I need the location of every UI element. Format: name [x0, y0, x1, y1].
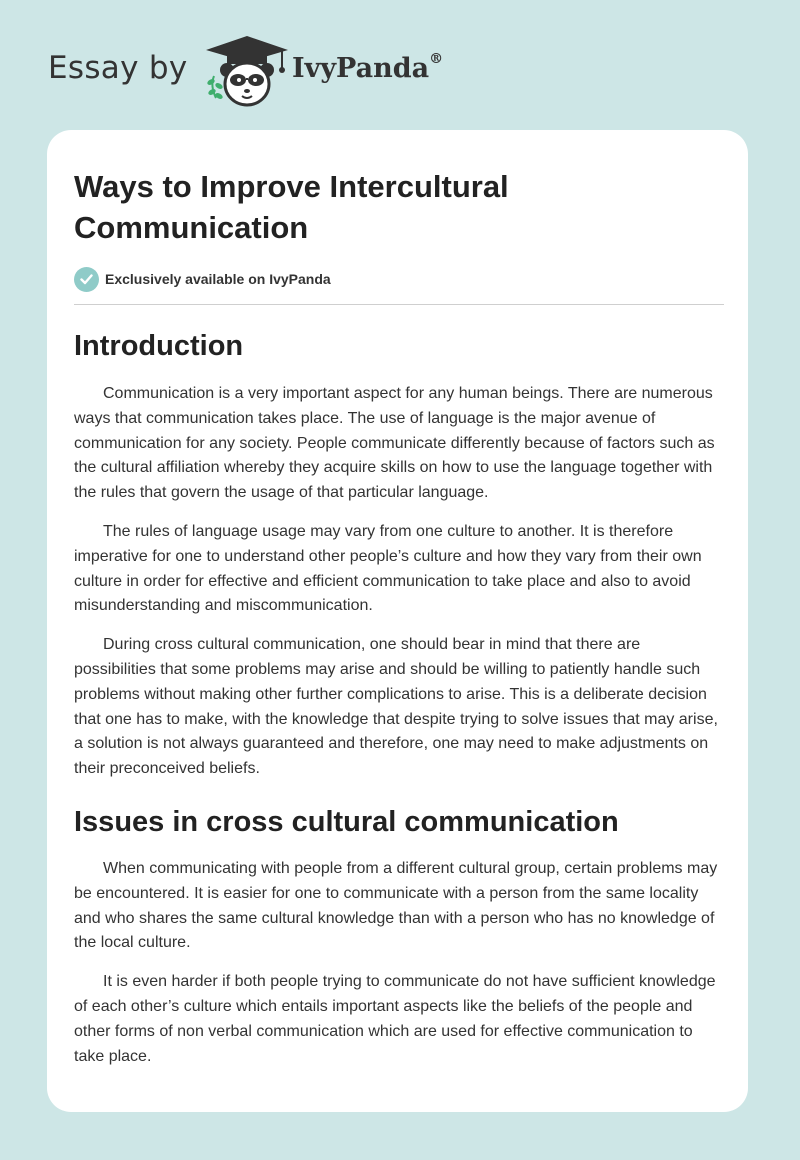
paragraph: Communication is a very important aspect for any human beings. There are numerous ways that communication takes place. The use of language is the major avenue of communication for any society. People communicate differently because of factors such as the cultural affiliation whereby they acquire skills on how to use the language together with the rules that govern the usage of that particular language.: [74, 385, 715, 502]
registered-mark: ®: [429, 51, 444, 67]
paragraph: When communicating with people from a different cultural group, certain problems may be encountered. It is easier for one to communicate with a person from the same locality and who shares the same cultural knowledge than with a person who has no knowledge of the local culture.: [74, 859, 718, 952]
brand-text: IvyPanda: [292, 53, 430, 84]
essay-content: [74, 166, 724, 1083]
badge-text: Exclusively available on IvyPanda: [105, 271, 331, 287]
brand-name: [292, 53, 443, 84]
essay-card: [47, 130, 748, 1112]
check-icon: [74, 267, 99, 292]
essay-title: Ways to Improve Intercultural Communication: [74, 169, 509, 245]
title-divider: [74, 304, 724, 305]
paragraph: It is even harder if both people trying to communicate do not have sufficient knowledge of each other’s culture which entails important aspects like the beliefs of the people and other forms of non verbal communication which are used for effective communication to take place.: [74, 973, 716, 1065]
section-heading: Introduction: [74, 330, 244, 362]
panda-mascot-icon: [200, 30, 295, 110]
section-heading: Issues in cross cultural communication: [74, 805, 619, 838]
essay-by-label: Essay by: [48, 50, 188, 86]
exclusive-badge: [74, 266, 724, 292]
site-header: [48, 30, 488, 110]
paragraph: The rules of language usage may vary from one culture to another. It is therefore imperative for one to understand other people’s culture and how they vary from their own culture in order for effective and efficient communication to take place and also to avoid misunderstanding and miscommunication.: [74, 522, 702, 615]
ivypanda-logo[interactable]: [200, 30, 500, 110]
paragraph: During cross cultural communication, one should bear in mind that there are possibilities that some problems may arise and should be willing to patiently handle such problems without making other further complications to arise. This is a deliberate decision that one has to make, with the knowledge that despite trying to solve issues that may arise, a solution is not always guaranteed and therefore, one may need to make adjustments on their preconceived beliefs.: [74, 636, 718, 778]
